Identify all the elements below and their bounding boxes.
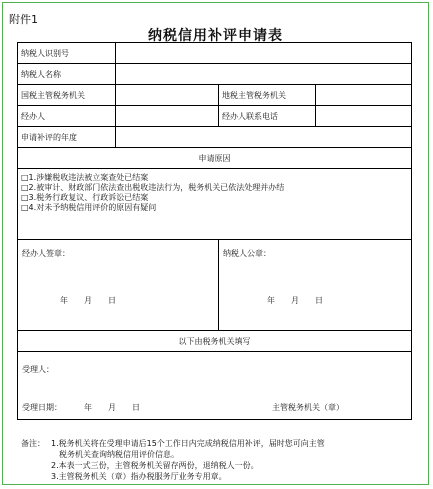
reasons-cell: [18, 169, 412, 240]
reason-option-2[interactable]: □2.被审计、财政部门依法查出税收违法行为，税务机关已依法处理并办结: [21, 183, 285, 192]
year-field[interactable]: [116, 127, 412, 148]
national-tax-office-label: 国税主管税务机关: [18, 85, 116, 106]
row-reason-header: [18, 148, 412, 169]
note-2: 2.本表一式三份，主管税务机关留存两份，退纳税人一份。: [51, 461, 259, 470]
accept-date-label: 受理日期：: [22, 403, 62, 412]
reason-header: 申请原因: [18, 148, 412, 169]
accept-date: [22, 402, 156, 413]
reason-option-4[interactable]: □4.对未予纳税信用评价的原因有疑问: [21, 203, 157, 212]
national-tax-office-field[interactable]: [116, 85, 219, 106]
handler-signature-cell[interactable]: [18, 240, 219, 331]
notes: [21, 438, 421, 482]
handler-signature-label: 经办人签章：: [22, 249, 70, 258]
taxpayer-name-label: 纳税人名称: [18, 64, 116, 85]
attachment-label: 附件1: [9, 13, 38, 26]
handler-field[interactable]: [116, 106, 219, 127]
row-handler: [18, 106, 412, 127]
handler-phone-field[interactable]: [316, 106, 412, 127]
tax-office-seal-label: 主管税务机关（章）: [272, 403, 344, 412]
application-form-table: [17, 42, 412, 420]
form-title: 纳税信用补评申请表: [148, 28, 283, 44]
row-tax-section: [18, 352, 412, 420]
note-1-continued: 税务机关查询纳税信用评价信息。: [59, 450, 179, 459]
date-year: 年: [84, 403, 92, 412]
tax-section-header: 以下由税务机关填写: [18, 331, 412, 352]
date-month: 月: [291, 296, 299, 305]
year-label: 申请补评的年度: [18, 127, 116, 148]
local-tax-office-field[interactable]: [316, 85, 412, 106]
taxpayer-seal-cell[interactable]: [219, 240, 412, 331]
handler-label: 经办人: [18, 106, 116, 127]
date-month: 月: [108, 403, 116, 412]
row-taxpayer-id: [18, 43, 412, 64]
date-year: 年: [60, 296, 68, 305]
note-1: 1.税务机关将在受理申请后15个工作日内完成纳税信用补评，届时您可向主管: [51, 439, 325, 448]
row-year: [18, 127, 412, 148]
date-day: 日: [315, 296, 323, 305]
reason-option-1[interactable]: □1.涉嫌税收违法被立案查处已结案: [21, 173, 149, 182]
taxpayer-id-field[interactable]: [116, 43, 412, 64]
note-3: 3.主管税务机关（章）指办税服务厅业务专用章。: [51, 472, 227, 481]
taxpayer-id-label: 纳税人识别号: [18, 43, 116, 64]
date-day: 日: [132, 403, 140, 412]
notes-label: 备注：: [21, 439, 45, 448]
row-taxpayer-name: [18, 64, 412, 85]
row-reasons: [18, 169, 412, 240]
handler-signature-date: [60, 295, 132, 306]
date-month: 月: [84, 296, 92, 305]
row-tax-section-header: [18, 331, 412, 352]
acceptor-label: 受理人：: [22, 365, 54, 374]
reason-option-3[interactable]: □3.税务行政复议、行政诉讼已结案: [21, 193, 149, 202]
handler-phone-label: 经办人联系电话: [219, 106, 316, 127]
date-day: 日: [108, 296, 116, 305]
taxpayer-seal-date: [267, 295, 339, 306]
taxpayer-name-field[interactable]: [116, 64, 412, 85]
taxpayer-seal-label: 纳税人公章：: [223, 249, 271, 258]
tax-section-cell[interactable]: [18, 352, 412, 420]
date-year: 年: [267, 296, 275, 305]
local-tax-office-label: 地税主管税务机关: [219, 85, 316, 106]
row-signatures: [18, 240, 412, 331]
row-tax-offices: [18, 85, 412, 106]
